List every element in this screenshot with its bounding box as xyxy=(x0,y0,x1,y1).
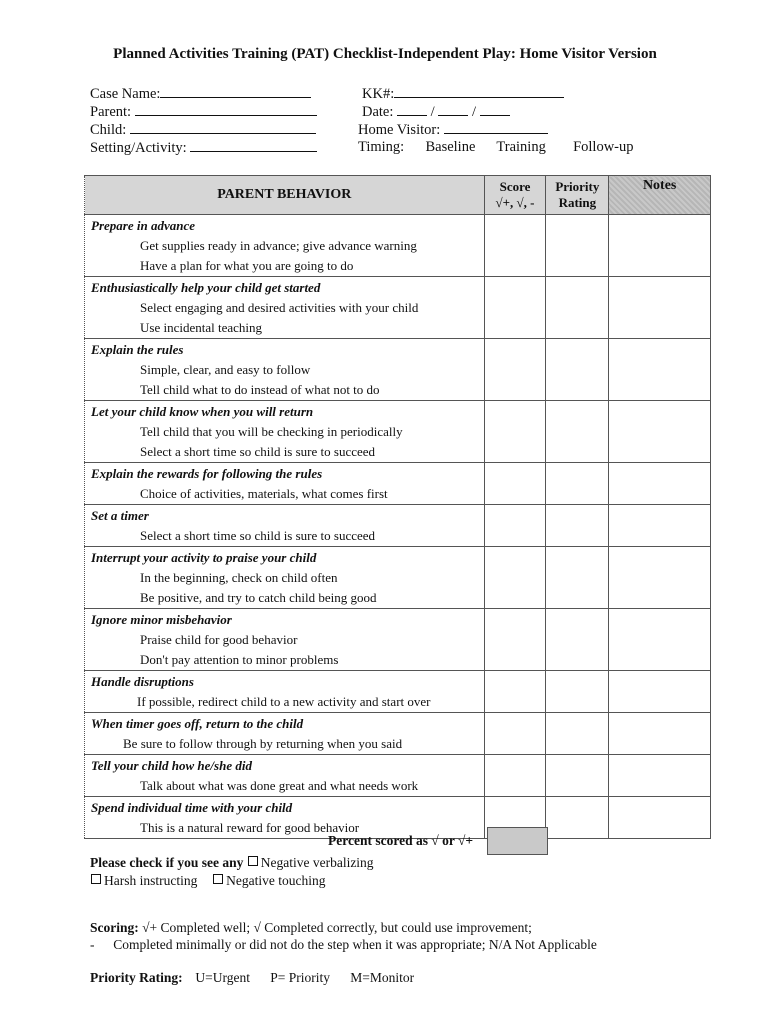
checklist-step-row xyxy=(85,401,711,463)
priority-rating-label: Priority Rating: xyxy=(90,970,183,985)
priority-rating-options: U=Urgent P= Priority M=Monitor xyxy=(195,970,415,985)
step-item: Select a short time so child is sure to succeed xyxy=(140,444,376,459)
notes-cell[interactable] xyxy=(609,713,711,755)
notes-cell[interactable] xyxy=(609,277,711,339)
step-item: Get supplies ready in advance; give advance warning xyxy=(140,238,417,253)
step-item: Have a plan for what you are going to do xyxy=(140,258,354,273)
checklist-step-row xyxy=(85,755,711,797)
child-field[interactable] xyxy=(90,120,316,139)
negative-touching-label: Negative touching xyxy=(226,873,326,888)
priority-header xyxy=(546,176,609,215)
priority-cell[interactable] xyxy=(546,547,609,609)
priority-cell[interactable] xyxy=(546,277,609,339)
notes-cell[interactable] xyxy=(609,505,711,547)
priority-rating-line xyxy=(90,970,414,986)
priority-cell[interactable] xyxy=(546,215,609,277)
step-title: Ignore minor misbehavior xyxy=(91,612,232,627)
step-behavior-cell xyxy=(85,401,485,463)
step-item: Select a short time so child is sure to succeed xyxy=(140,528,376,543)
step-item: Don't pay attention to minor problems xyxy=(140,652,339,667)
priority-cell[interactable] xyxy=(546,339,609,401)
home-visitor-field[interactable] xyxy=(358,120,548,139)
priority-cell[interactable] xyxy=(546,797,609,839)
step-title: When timer goes off, return to the child xyxy=(91,716,304,731)
step-behavior-cell xyxy=(85,463,485,505)
parent-label: Parent: xyxy=(90,104,132,120)
score-cell[interactable] xyxy=(484,755,546,797)
priority-header-line1: Priority xyxy=(555,179,600,194)
step-behavior-cell xyxy=(85,609,485,671)
checklist-step-row xyxy=(85,277,711,339)
timing-option-training[interactable]: Training xyxy=(496,139,546,155)
step-behavior-cell xyxy=(85,505,485,547)
checklist-step-row xyxy=(85,215,711,277)
scoring-line-2 xyxy=(90,937,597,953)
timing-option-follow-up[interactable]: Follow-up xyxy=(573,139,634,155)
step-title: Explain the rewards for following the rules xyxy=(91,466,323,481)
step-item: Praise child for good behavior xyxy=(140,632,298,647)
score-header-line1: Score xyxy=(499,179,531,194)
checklist-table xyxy=(84,175,711,839)
score-header xyxy=(484,176,546,215)
step-item: Choice of activities, materials, what comes first xyxy=(140,486,388,501)
priority-cell[interactable] xyxy=(546,755,609,797)
step-title: Prepare in advance xyxy=(91,218,195,233)
kk-field[interactable] xyxy=(362,84,564,103)
date-slash: / xyxy=(471,104,476,120)
timing-label: Timing: xyxy=(358,139,405,155)
step-behavior-cell xyxy=(85,277,485,339)
step-title: Explain the rules xyxy=(91,342,184,357)
score-cell[interactable] xyxy=(484,505,546,547)
page-title: Planned Activities Training (PAT) Checklist-Independent Play: Home Visitor Version xyxy=(113,46,657,62)
negative-touching-checkbox[interactable] xyxy=(213,874,223,884)
notes-cell[interactable] xyxy=(609,797,711,839)
notes-header: Notes xyxy=(609,176,711,215)
table-header-row xyxy=(85,176,711,215)
kk-label: KK#: xyxy=(362,86,395,102)
priority-cell[interactable] xyxy=(546,463,609,505)
priority-cell[interactable] xyxy=(546,671,609,713)
step-item: Tell child what to do instead of what not to do xyxy=(140,382,380,397)
score-cell[interactable] xyxy=(484,339,546,401)
setting-activity-label: Setting/Activity: xyxy=(90,140,187,156)
notes-cell[interactable] xyxy=(609,547,711,609)
step-title: Spend individual time with your child xyxy=(91,800,293,815)
step-item: This is a natural reward for good behavior xyxy=(140,820,360,835)
parent-behavior-header: PARENT BEHAVIOR xyxy=(85,176,485,215)
step-item: Be sure to follow through by returning when you said xyxy=(123,736,403,751)
step-item: Select engaging and desired activities with your child xyxy=(140,300,419,315)
step-title: Enthusiastically help your child get started xyxy=(91,280,321,295)
notes-cell[interactable] xyxy=(609,755,711,797)
timing-option-baseline[interactable]: Baseline xyxy=(425,139,476,155)
checklist-step-row xyxy=(85,671,711,713)
check-label: Please check if you see any xyxy=(90,855,244,870)
notes-cell[interactable] xyxy=(609,401,711,463)
score-header-line2: √+, √, - xyxy=(495,195,535,210)
notes-cell[interactable] xyxy=(609,609,711,671)
case-name-label: Case Name: xyxy=(90,86,161,102)
step-item: Talk about what was done great and what needs work xyxy=(140,778,419,793)
step-behavior-cell xyxy=(85,755,485,797)
percent-label: Percent scored as √ or √+ xyxy=(328,833,474,848)
checklist-step-row xyxy=(85,505,711,547)
step-item: If possible, redirect child to a new activity and start over xyxy=(137,694,431,709)
scoring-label: Scoring: xyxy=(90,920,139,935)
scoring-text-2: Completed minimally or did not do the step when it was appropriate; N/A Not Applicable xyxy=(113,937,597,952)
priority-cell[interactable] xyxy=(546,505,609,547)
check-line-2 xyxy=(90,873,325,889)
child-label: Child: xyxy=(90,122,127,138)
checklist-step-row xyxy=(85,339,711,401)
home-visitor-label: Home Visitor: xyxy=(358,122,441,138)
date-field[interactable] xyxy=(362,102,510,121)
scoring-dash: - xyxy=(90,937,95,952)
step-behavior-cell xyxy=(85,547,485,609)
score-cell[interactable] xyxy=(484,463,546,505)
score-cell[interactable] xyxy=(484,277,546,339)
step-behavior-cell xyxy=(85,671,485,713)
step-title: Interrupt your activity to praise your child xyxy=(91,550,317,565)
checklist-step-row xyxy=(85,463,711,505)
notes-cell[interactable] xyxy=(609,215,711,277)
step-item: Be positive, and try to catch child being good xyxy=(140,590,377,605)
case-name-field[interactable] xyxy=(90,84,311,103)
step-title: Let your child know when you will return xyxy=(91,404,314,419)
notes-cell[interactable] xyxy=(609,463,711,505)
step-item: In the beginning, check on child often xyxy=(140,570,338,585)
score-cell[interactable] xyxy=(484,713,546,755)
harsh-instructing-label: Harsh instructing xyxy=(104,873,198,888)
parent-field[interactable] xyxy=(90,102,317,121)
step-item: Use incidental teaching xyxy=(140,320,263,335)
score-cell[interactable] xyxy=(484,401,546,463)
timing-field xyxy=(358,138,634,156)
score-cell[interactable] xyxy=(484,609,546,671)
checklist-step-row xyxy=(85,547,711,609)
negative-verbalizing-checkbox[interactable] xyxy=(248,856,258,866)
score-cell[interactable] xyxy=(484,671,546,713)
step-behavior-cell xyxy=(85,339,485,401)
step-item: Simple, clear, and easy to follow xyxy=(140,362,311,377)
step-behavior-cell xyxy=(85,713,485,755)
date-label: Date: xyxy=(362,104,394,120)
priority-cell[interactable] xyxy=(546,713,609,755)
date-slash: / xyxy=(430,104,435,120)
step-title: Tell your child how he/she did xyxy=(91,758,252,773)
priority-cell[interactable] xyxy=(546,609,609,671)
step-title: Set a timer xyxy=(91,508,149,523)
checklist-step-row xyxy=(85,609,711,671)
notes-cell[interactable] xyxy=(609,671,711,713)
priority-header-line2: Rating xyxy=(558,195,597,210)
priority-cell[interactable] xyxy=(546,401,609,463)
step-behavior-cell xyxy=(85,215,485,277)
score-cell[interactable] xyxy=(484,215,546,277)
step-item: Tell child that you will be checking in periodically xyxy=(140,424,403,439)
negative-verbalizing-label: Negative verbalizing xyxy=(260,855,374,870)
percent-box[interactable] xyxy=(487,827,548,855)
score-cell[interactable] xyxy=(484,547,546,609)
harsh-instructing-checkbox[interactable] xyxy=(91,874,101,884)
notes-cell[interactable] xyxy=(609,339,711,401)
checklist-step-row xyxy=(85,713,711,755)
scoring-line-1 xyxy=(90,920,532,936)
check-line-1 xyxy=(90,855,374,871)
setting-activity-field[interactable] xyxy=(90,138,317,157)
step-title: Handle disruptions xyxy=(91,674,194,689)
scoring-text-1: √+ Completed well; √ Completed correctly, but could use improvement; xyxy=(142,920,532,935)
